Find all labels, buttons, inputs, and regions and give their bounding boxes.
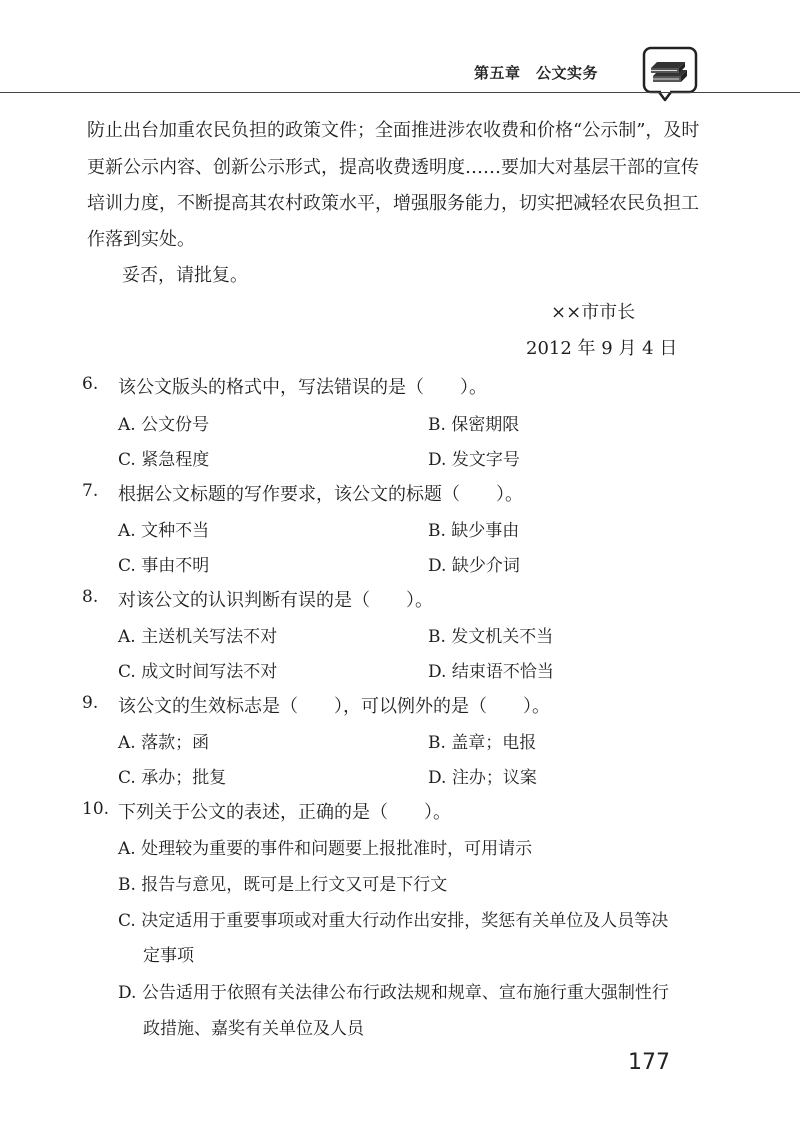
question-text: 下列关于公文的表述，正确的是（ ）。	[118, 802, 451, 823]
option-c: C. 成文时间写法不对	[118, 662, 278, 682]
question-text: 对该公文的认识判断有误的是（ ）。	[118, 590, 433, 611]
option-b: B. 发文机关不当	[428, 627, 554, 647]
option-b: B. 缺少事由	[428, 521, 520, 541]
paragraph-line: 防止出台加重农民负担的政策文件；全面推进涉农收费和价格“公示制”，及时	[87, 120, 700, 141]
option-d: D. 结束语不恰当	[428, 662, 554, 682]
question-text: 根据公文标题的写作要求，该公文的标题（ ）。	[118, 484, 523, 505]
option-d: D. 缺少介词	[428, 556, 520, 576]
question-text: 该公文版头的格式中，写法错误的是（ ）。	[118, 377, 487, 398]
question-number: 7.	[82, 481, 99, 501]
option-a: A. 落款；函	[118, 733, 210, 753]
option-d: D. 注办；议案	[428, 768, 537, 788]
question-number: 6.	[82, 374, 99, 394]
option-c: C. 事由不明	[118, 556, 210, 576]
question-number: 9.	[82, 693, 99, 713]
option-c: C. 紧急程度	[118, 450, 210, 470]
date: 2012 年 9 月 4 日	[526, 338, 678, 359]
question-number: 8.	[82, 587, 99, 607]
signature: ××市市长	[551, 302, 636, 323]
book-stack-icon	[641, 46, 699, 102]
question-number: 10.	[82, 799, 110, 819]
option-a: A. 主送机关写法不对	[118, 627, 278, 647]
option-c: C. 承办；批复	[118, 768, 227, 788]
option-d: D. 公告适用于依照有关法律公布行政法规和规章、宣布施行重大强制性行	[118, 983, 669, 1003]
closing-phrase: 妥否，请批复。	[122, 265, 248, 286]
option-b: B. 盖章；电报	[428, 733, 537, 753]
paragraph-line: 作落到实处。	[87, 229, 195, 250]
question-text: 该公文的生效标志是（ ），可以例外的是（ ）。	[118, 696, 550, 717]
option-a: A. 处理较为重要的事件和问题要上报批准时，可用请示	[118, 839, 533, 859]
option-d-continuation: 政措施、嘉奖有关单位及人员	[143, 1019, 364, 1039]
option-d: D. 发文字号	[428, 450, 520, 470]
option-c-continuation: 定事项	[143, 946, 194, 966]
header-divider	[0, 92, 800, 93]
option-a: A. 公文份号	[118, 415, 210, 435]
page-number: 177	[628, 1050, 670, 1075]
option-b: B. 保密期限	[428, 415, 520, 435]
paragraph-line: 培训力度，不断提高其农村政策水平，增强服务能力，切实把减轻农民负担工	[87, 193, 699, 214]
option-a: A. 文种不当	[118, 521, 210, 541]
chapter-title: 第五章 公文实务	[474, 64, 599, 82]
option-c: C. 决定适用于重要事项或对重大行动作出安排，奖惩有关单位及人员等决	[118, 911, 669, 931]
option-b: B. 报告与意见，既可是上行文又可是下行文	[118, 875, 448, 895]
paragraph-line: 更新公示内容、创新公示形式，提高收费透明度……要加大对基层干部的宣传	[87, 157, 699, 178]
